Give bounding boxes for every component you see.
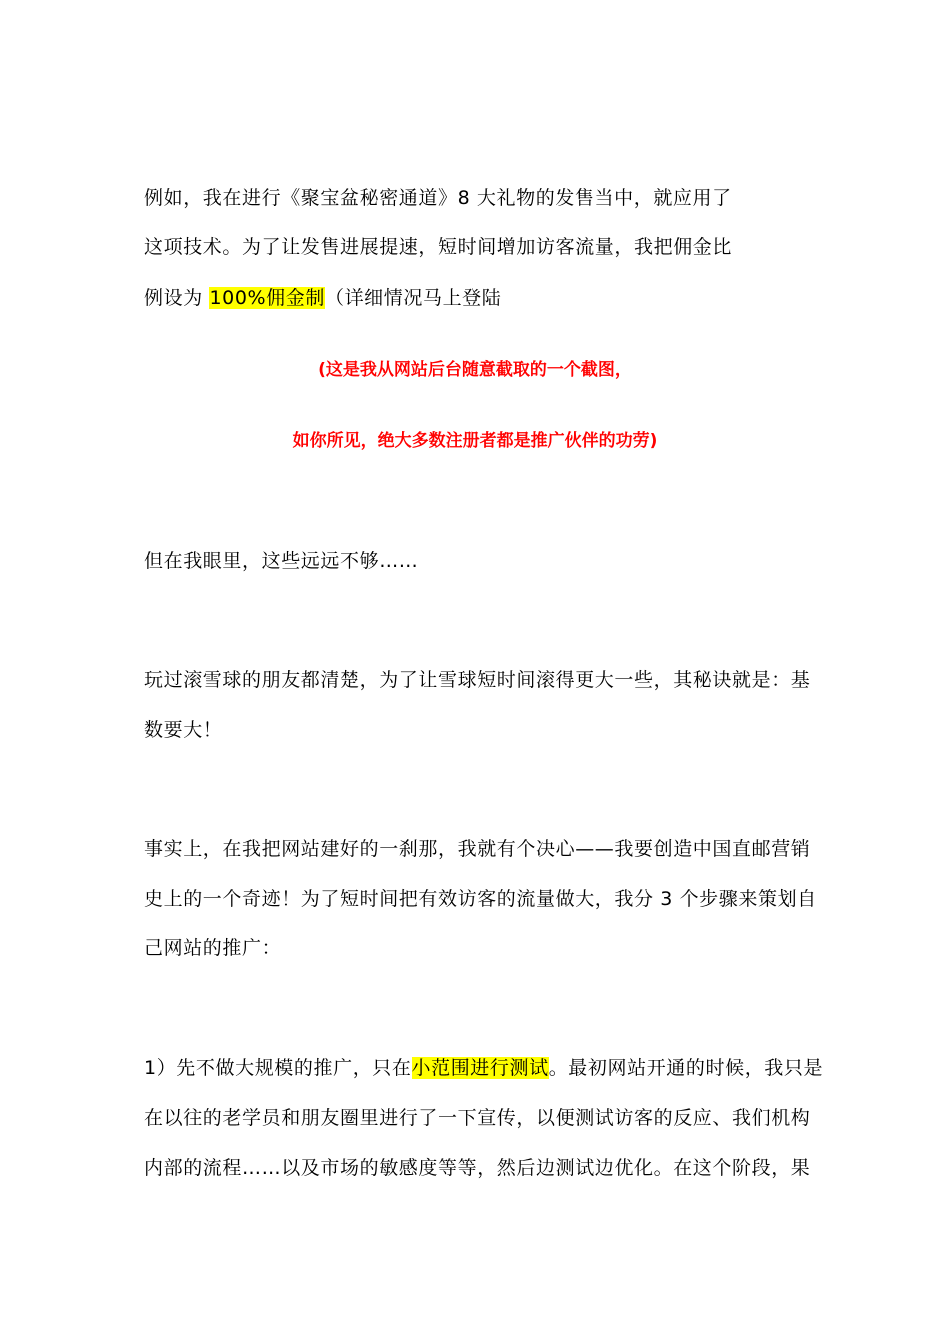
paragraph-1-line-3-start: 例设为 [144,287,210,309]
paragraph-1-line-1: 例如，我在进行《聚宝盆秘密通道》8 大礼物的发售当中，就应用了 [144,187,732,209]
highlighted-test-text: 小范围进行测试 [411,1057,549,1079]
paragraph-5-line-1 [144,1054,823,1082]
paragraph-3-line-1: 玩过滚雪球的朋友都清楚，为了让雪球短时间滚得更大一些，其秘诀就是：基 [144,669,811,691]
paragraph-4-line-2: 史上的一个奇迹！为了短时间把有效访客的流量做大，我分 3 个步骤来策划自 [144,888,817,910]
paragraph-4-line-1: 事实上，在我把网站建好的一刹那，我就有个决心——我要创造中国直邮营销 [144,838,811,860]
paragraph-5-line-2: 在以往的老学员和朋友圈里进行了一下宣传，以便测试访客的反应、我们机构 [144,1107,811,1129]
paragraph-1-line-3-end: （详细情况马上登陆 [324,287,502,309]
caption-line-1: (这是我从网站后台随意截取的一个截图， [318,360,632,380]
paragraph-5-line-1-start: 1）先不做大规模的推广，只在 [144,1057,412,1079]
paragraph-1-line-3 [144,284,501,312]
paragraph-2-line-1: 但在我眼里，这些远远不够…… [144,550,419,572]
paragraph-1-line-2: 这项技术。为了让发售进展提速，短时间增加访客流量，我把佣金比 [144,236,733,258]
highlighted-commission-text: 100%佣金制 [209,287,325,309]
paragraph-5-line-1-end: 。最初网站开通的时候，我只是 [548,1057,824,1079]
paragraph-4-line-3: 己网站的推广： [144,937,282,959]
paragraph-3-line-2: 数要大！ [144,719,223,741]
caption-line-2: 如你所见，绝大多数注册者都是推广伙伴的功劳) [292,431,658,451]
paragraph-5-line-3: 内部的流程……以及市场的敏感度等等，然后边测试边优化。在这个阶段，果 [144,1157,811,1179]
